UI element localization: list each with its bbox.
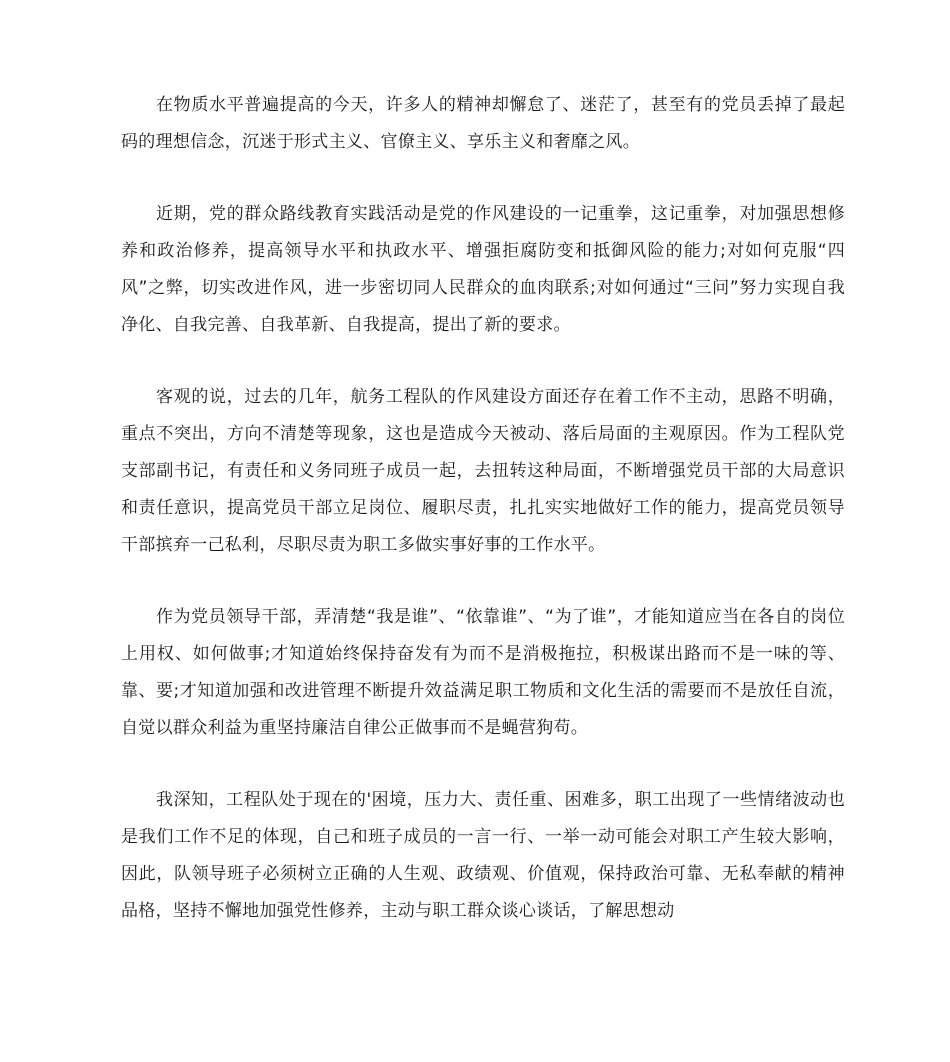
- paragraph: 近期，党的群众路线教育实践活动是党的作风建设的一记重拳，这记重拳，对加强思想修养和政治修养，提高领导水平和执政水平、增强拒腐防变和抵御风险的能力;对如何克服“四风”之弊，切实改进作风，进一步密切同人民群众的血肉联系;对如何通过“三问”努力实现自我净化、自我完善、自我革新、自我提高，提出了新的要求。: [121, 204, 845, 335]
- paragraph: 客观的说，过去的几年，航务工程队的作风建设方面还存在着工作不主动，思路不明确，重点不突出，方向不清楚等现象，这也是造成今天被动、落后局面的主观原因。作为工程队党支部副书记，有责任和义务同班子成员一起，去扭转这种局面，不断增强党员干部的大局意识和责任意识，提高党员干部立足岗位、履职尽责，扎扎实实地做好工作的能力，提高党员领导干部摈弃一己私利，尽职尽责为职工多做实事好事的工作水平。: [121, 387, 845, 555]
- paragraph: 在物质水平普遍提高的今天，许多人的精神却懈怠了、迷茫了，甚至有的党员丢掉了最起码的理想信念，沉迷于形式主义、官僚主义、享乐主义和奢靡之风。: [121, 95, 845, 152]
- paragraph: 作为党员领导干部，弄清楚“我是谁”、“依靠谁”、“为了谁”，才能知道应当在各自的岗位上用权、如何做事;才知道始终保持奋发有为而不是消极拖拉，积极谋出路而不是一味的等、靠、要;才知道加强和改进管理不断提升效益满足职工物质和文化生活的需要而不是放任自流，自觉以群众利益为重坚持廉洁自律公正做事而不是蝇营狗苟。: [121, 607, 845, 738]
- document-body: [121, 87, 845, 965]
- paragraph: 我深知，工程队处于现在的'困境，压力大、责任重、困难多，职工出现了一些情绪波动也是我们工作不足的体现，自己和班子成员的一言一行、一举一动可能会对职工产生较大影响，因此，队领导班子必须树立正确的人生观、政绩观、价值观，保持政治可靠、无私奉献的精神品格，坚持不懈地加强党性修养，主动与职工群众谈心谈话，了解思想动: [121, 790, 845, 921]
